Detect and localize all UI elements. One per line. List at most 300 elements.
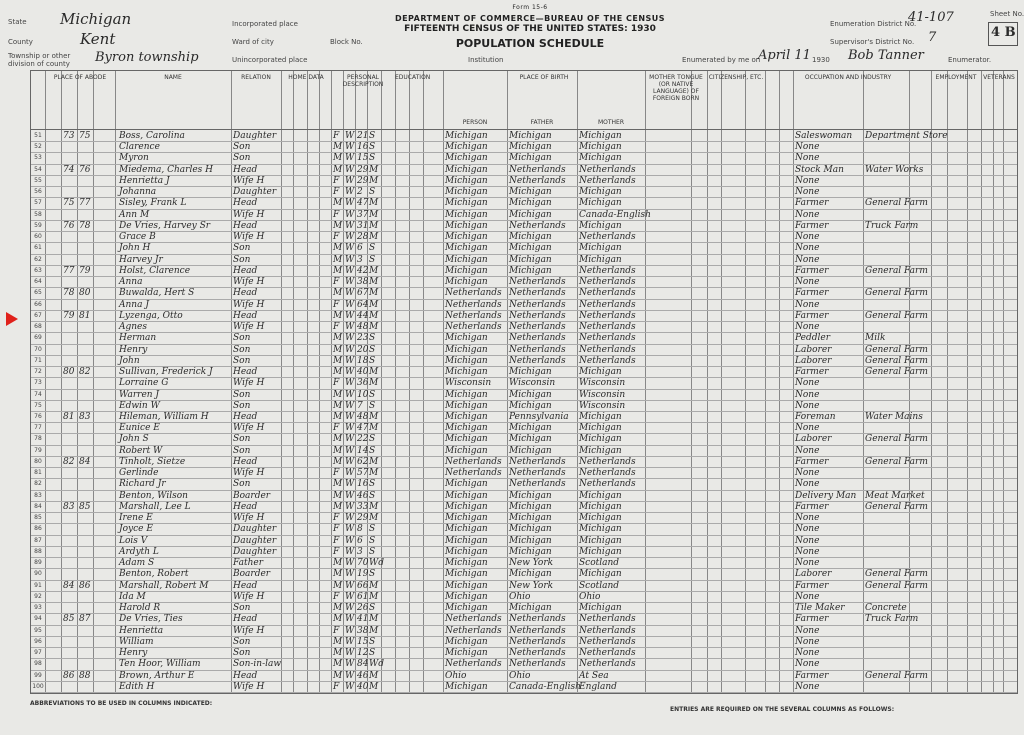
district-label: Enumeration District No.	[830, 20, 917, 28]
occupation: Laborer	[795, 344, 832, 355]
occupation: None	[795, 468, 820, 479]
marital-status: M	[369, 513, 379, 524]
relation: Wife H	[233, 468, 265, 479]
occupation: None	[795, 423, 820, 434]
birthplace-father: Michigan	[509, 434, 552, 445]
sex: M	[333, 569, 343, 580]
ward-label: Ward of city	[232, 38, 274, 46]
sex: F	[333, 681, 340, 692]
age: 6	[357, 243, 363, 254]
county-label: County	[8, 38, 33, 46]
race: W	[345, 142, 355, 153]
row-number: 83	[34, 491, 42, 499]
marital-status: S	[369, 603, 376, 614]
occupation: None	[795, 232, 820, 243]
race: W	[345, 277, 355, 288]
birthplace-person: Michigan	[445, 490, 488, 501]
marital-status: S	[369, 333, 376, 344]
birthplace-mother: Netherlands	[579, 277, 636, 288]
birthplace-father: Netherlands	[509, 479, 566, 490]
enumerated-label: Enumerated by me on	[682, 56, 761, 64]
industry: General Farm	[865, 501, 928, 512]
sex: M	[333, 220, 343, 231]
race: W	[345, 288, 355, 299]
birthplace-subheader: PERSON	[462, 119, 488, 126]
relation: Wife H	[233, 277, 265, 288]
birthplace-father: Michigan	[509, 209, 552, 220]
birthplace-person: Michigan	[445, 187, 488, 198]
sex: M	[333, 367, 343, 378]
birthplace-person: Michigan	[445, 501, 488, 512]
race: W	[345, 299, 355, 310]
birthplace-father: Michigan	[509, 131, 552, 141]
person-name: Sullivan, Frederick J	[119, 367, 213, 378]
person-name: Grace B	[119, 232, 156, 243]
birthplace-mother: Netherlands	[579, 625, 636, 636]
relation: Wife H	[233, 513, 265, 524]
age: 19	[357, 569, 369, 580]
relation: Wife H	[233, 378, 265, 389]
birthplace-father: Michigan	[509, 265, 552, 276]
birthplace-father: Michigan	[509, 232, 552, 243]
dwelling-number: 74	[63, 164, 75, 175]
marital-status: M	[369, 232, 379, 243]
family-number: 82	[79, 367, 91, 378]
occupation: Farmer	[795, 580, 829, 591]
row-number: 97	[34, 649, 42, 657]
sex: M	[333, 243, 343, 254]
sex: M	[333, 265, 343, 276]
person-name: Holst, Clarence	[119, 265, 191, 276]
age: 10	[357, 389, 369, 400]
marital-status: M	[369, 412, 379, 422]
schedule-title: POPULATION SCHEDULE	[455, 37, 605, 50]
occupation: None	[795, 277, 820, 288]
age: 3	[357, 254, 363, 265]
birthplace-person: Netherlands	[445, 614, 502, 625]
birthplace-mother: Michigan	[579, 535, 622, 546]
birthplace-person: Michigan	[445, 243, 488, 254]
age: 47	[357, 198, 369, 209]
marital-status: M	[369, 423, 379, 434]
occupation: Farmer	[795, 310, 829, 321]
dwelling-number: 86	[63, 670, 75, 681]
race: W	[345, 265, 355, 276]
person-name: Herman	[119, 333, 157, 344]
sex: M	[333, 558, 343, 569]
birthplace-mother: Michigan	[579, 434, 622, 445]
birthplace-subheader: MOTHER	[597, 119, 625, 126]
relation: Son	[233, 344, 251, 355]
occupation: Saleswoman	[795, 131, 853, 141]
birthplace-person: Michigan	[445, 367, 488, 378]
industry: General Farm	[865, 580, 928, 591]
person-name: Warren J	[119, 389, 160, 400]
family-number: 75	[79, 131, 91, 141]
age: 7	[357, 400, 363, 411]
sex: M	[333, 445, 343, 456]
column-header: CITIZENSHIP, ETC.	[708, 74, 764, 81]
occupation: None	[795, 175, 820, 186]
marital-status: M	[369, 670, 379, 681]
age: 29	[357, 164, 369, 175]
relation: Head	[233, 501, 258, 512]
birthplace-father: New York	[509, 580, 554, 591]
birthplace-father: Michigan	[509, 423, 552, 434]
race: W	[345, 546, 355, 557]
birthplace-mother: Michigan	[579, 187, 622, 198]
marital-status: S	[369, 490, 376, 501]
relation: Head	[233, 412, 258, 422]
footer	[30, 696, 1016, 732]
abbrev-title: ABBREVIATIONS TO BE USED IN COLUMNS INDICATED:	[30, 700, 213, 707]
family-number: 87	[79, 614, 91, 625]
row-number: 93	[34, 604, 42, 612]
row-number: 82	[34, 480, 42, 488]
district-value: 41-107	[908, 10, 954, 25]
birthplace-father: Netherlands	[509, 164, 566, 175]
sex: F	[333, 535, 340, 546]
birthplace-mother: Netherlands	[579, 175, 636, 186]
race: W	[345, 580, 355, 591]
race: W	[345, 614, 355, 625]
row-number: 96	[34, 637, 42, 645]
person-name: Harold R	[119, 603, 161, 614]
birthplace-person: Michigan	[445, 681, 488, 692]
relation: Head	[233, 198, 258, 209]
occupation: None	[795, 378, 820, 389]
relation: Head	[233, 367, 258, 378]
person-name: Henrietta	[119, 625, 164, 636]
person-name: Anna J	[119, 299, 149, 310]
age: 33	[357, 501, 369, 512]
marital-status: M	[369, 265, 379, 276]
occupation: Farmer	[795, 288, 829, 299]
sex: F	[333, 625, 340, 636]
birthplace-father: Netherlands	[509, 322, 566, 333]
age: 37	[357, 209, 369, 220]
dwelling-number: 82	[63, 456, 75, 467]
person-name: Ida M	[119, 591, 146, 602]
row-number: 60	[34, 233, 42, 241]
birthplace-father: Pennsylvania	[509, 412, 569, 422]
relation: Wife H	[233, 232, 265, 243]
birthplace-mother: Netherlands	[579, 265, 636, 276]
highlight-arrow-icon	[6, 312, 18, 326]
person-name: Ten Hoor, William	[119, 659, 201, 670]
column-header: EDUCATION	[395, 74, 431, 81]
birthplace-person: Michigan	[445, 412, 488, 422]
row-number: 88	[34, 547, 42, 555]
department-title: DEPARTMENT OF COMMERCE—BUREAU OF THE CENSUS	[394, 14, 666, 23]
marital-status: M	[369, 164, 379, 175]
occupation: Farmer	[795, 614, 829, 625]
person-name: Tinholt, Sietze	[119, 456, 186, 467]
relation: Head	[233, 265, 258, 276]
age: 12	[357, 648, 369, 659]
birthplace-person: Michigan	[445, 591, 488, 602]
person-name: Henry	[119, 344, 148, 355]
birthplace-person: Michigan	[445, 445, 488, 456]
race: W	[345, 243, 355, 254]
person-name: Agnes	[119, 322, 148, 333]
birthplace-father: Michigan	[509, 535, 552, 546]
person-name: Marshall, Lee L	[119, 501, 191, 512]
birthplace-person: Michigan	[445, 355, 488, 366]
unincorporated-label: Unincorporated place	[232, 56, 308, 64]
row-number: 57	[34, 199, 42, 207]
occupation: Farmer	[795, 670, 829, 681]
incorporated-label: Incorporated place	[232, 20, 298, 28]
person-name: Irene E	[119, 513, 153, 524]
occupation: Farmer	[795, 501, 829, 512]
birthplace-person: Michigan	[445, 636, 488, 647]
sex: M	[333, 288, 343, 299]
age: 29	[357, 513, 369, 524]
row-number: 64	[34, 278, 42, 286]
industry: General Farm	[865, 367, 928, 378]
birthplace-mother: Michigan	[579, 513, 622, 524]
relation: Son	[233, 434, 251, 445]
relation: Head	[233, 670, 258, 681]
birthplace-father: Netherlands	[509, 625, 566, 636]
age: 61	[357, 591, 369, 602]
sheet-box	[988, 22, 1018, 46]
birthplace-father: Michigan	[509, 400, 552, 411]
marital-status: M	[369, 378, 379, 389]
birthplace-father: Netherlands	[509, 175, 566, 186]
row-number: 61	[34, 244, 42, 252]
birthplace-mother: Netherlands	[579, 648, 636, 659]
birthplace-father: Michigan	[509, 490, 552, 501]
birthplace-person: Michigan	[445, 131, 488, 141]
person-name: John	[119, 355, 140, 366]
birthplace-mother: Netherlands	[579, 344, 636, 355]
institution-label: Institution	[468, 56, 504, 64]
sex: M	[333, 580, 343, 591]
supervisor-label: Supervisor's District No.	[830, 38, 915, 46]
occupation: None	[795, 389, 820, 400]
relation: Boarder	[233, 569, 271, 580]
form-number: Form 15-6	[512, 4, 548, 11]
relation: Son	[233, 636, 251, 647]
age: 6	[357, 535, 363, 546]
row-number: 59	[34, 221, 42, 229]
occupation: None	[795, 153, 820, 164]
birthplace-person: Michigan	[445, 232, 488, 243]
birthplace-person: Michigan	[445, 558, 488, 569]
industry: Truck Farm	[865, 220, 919, 231]
race: W	[345, 344, 355, 355]
sex: M	[333, 310, 343, 321]
person-name: Benton, Wilson	[119, 490, 188, 501]
sex: F	[333, 546, 340, 557]
relation: Son	[233, 153, 251, 164]
person-name: William	[119, 636, 154, 647]
county-value: Kent	[80, 30, 116, 48]
sex: M	[333, 198, 343, 209]
person-name: Robert W	[119, 445, 163, 456]
birthplace-person: Michigan	[445, 220, 488, 231]
relation: Daughter	[233, 546, 277, 557]
race: W	[345, 254, 355, 265]
row-number: 62	[34, 255, 42, 263]
relation: Head	[233, 456, 258, 467]
person-name: John S	[119, 434, 149, 445]
relation: Daughter	[233, 524, 277, 535]
birthplace-person: Michigan	[445, 434, 488, 445]
age: 22	[357, 434, 369, 445]
person-name: Harvey Jr	[119, 254, 163, 265]
marital-status: S	[369, 142, 376, 153]
family-number: 83	[79, 412, 91, 422]
birthplace-father: Michigan	[509, 445, 552, 456]
race: W	[345, 434, 355, 445]
row-number: 94	[34, 615, 42, 623]
person-name: Lois V	[119, 535, 148, 546]
row-number: 66	[34, 300, 42, 308]
supervisor-value: 7	[928, 30, 937, 45]
sex: M	[333, 400, 343, 411]
birthplace-person: Michigan	[445, 198, 488, 209]
sex: F	[333, 322, 340, 333]
occupation: None	[795, 187, 820, 198]
birthplace-father: Netherlands	[509, 355, 566, 366]
birthplace-mother: Michigan	[579, 445, 622, 456]
row-number: 87	[34, 536, 42, 544]
sheet-label: Sheet No.	[990, 10, 1024, 18]
relation: Son	[233, 355, 251, 366]
birthplace-mother: Netherlands	[579, 288, 636, 299]
age: 62	[357, 456, 369, 467]
marital-status: M	[369, 580, 379, 591]
marital-status: M	[369, 209, 379, 220]
birthplace-person: Michigan	[445, 389, 488, 400]
sex: M	[333, 333, 343, 344]
row-number: 70	[34, 345, 42, 353]
marital-status: M	[369, 456, 379, 467]
row-number: 53	[34, 154, 42, 162]
occupation: None	[795, 524, 820, 535]
occupation: Laborer	[795, 355, 832, 366]
marital-status: S	[369, 479, 376, 490]
occupation: Farmer	[795, 456, 829, 467]
marital-status: S	[369, 131, 376, 141]
relation: Head	[233, 164, 258, 175]
race: W	[345, 558, 355, 569]
industry: General Farm	[865, 670, 928, 681]
relation: Wife H	[233, 591, 265, 602]
sex: F	[333, 131, 340, 141]
birthplace-person: Michigan	[445, 524, 488, 535]
race: W	[345, 659, 355, 670]
marital-status: M	[369, 310, 379, 321]
relation: Wife H	[233, 322, 265, 333]
industry: General Farm	[865, 456, 928, 467]
birthplace-person: Michigan	[445, 479, 488, 490]
family-number: 79	[79, 265, 91, 276]
occupation: None	[795, 243, 820, 254]
person-name: Boss, Carolina	[119, 131, 185, 141]
sex: M	[333, 614, 343, 625]
sex: M	[333, 456, 343, 467]
occupation: None	[795, 591, 820, 602]
marital-status: M	[369, 299, 379, 310]
sex: M	[333, 479, 343, 490]
sheet-value: 4 B	[991, 25, 1016, 40]
family-number: 81	[79, 310, 91, 321]
row-number: 67	[34, 311, 42, 319]
row-number: 75	[34, 401, 42, 409]
birthplace-father: Canada-English	[509, 681, 581, 692]
birthplace-mother: Michigan	[579, 198, 622, 209]
person-name: Edith H	[119, 681, 155, 692]
age: 26	[357, 603, 369, 614]
relation: Son	[233, 333, 251, 344]
birthplace-father: Netherlands	[509, 288, 566, 299]
relation: Son	[233, 254, 251, 265]
row-number: 85	[34, 514, 42, 522]
marital-status: Wd	[369, 558, 385, 569]
birthplace-father: Netherlands	[509, 456, 566, 467]
birthplace-mother: Michigan	[579, 423, 622, 434]
family-number: 80	[79, 288, 91, 299]
marital-status: S	[369, 445, 376, 456]
sex: F	[333, 468, 340, 479]
marital-status: S	[369, 355, 376, 366]
birthplace-father: Michigan	[509, 243, 552, 254]
row-number: 77	[34, 424, 42, 432]
race: W	[345, 131, 355, 141]
occupation: None	[795, 546, 820, 557]
age: 2	[357, 187, 363, 198]
relation: Son	[233, 389, 251, 400]
birthplace-father: Ohio	[509, 670, 531, 681]
relation: Wife H	[233, 175, 265, 186]
dwelling-number: 76	[63, 220, 75, 231]
sex: M	[333, 153, 343, 164]
age: 40	[357, 367, 369, 378]
person-name: De Vries, Harvey Sr	[119, 220, 211, 231]
race: W	[345, 333, 355, 344]
race: W	[345, 423, 355, 434]
relation: Wife H	[233, 299, 265, 310]
relation: Wife H	[233, 681, 265, 692]
age: 16	[357, 142, 369, 153]
birthplace-person: Netherlands	[445, 288, 502, 299]
person-name: Benton, Robert	[119, 569, 189, 580]
birthplace-mother: Michigan	[579, 131, 622, 141]
occupation: None	[795, 254, 820, 265]
race: W	[345, 445, 355, 456]
sex: M	[333, 412, 343, 422]
birthplace-father: Netherlands	[509, 659, 566, 670]
birthplace-mother: Scotland	[579, 580, 620, 591]
person-name: Anna	[119, 277, 143, 288]
sex: F	[333, 277, 340, 288]
race: W	[345, 378, 355, 389]
birthplace-mother: Michigan	[579, 412, 622, 422]
age: 48	[357, 412, 369, 422]
relation: Son	[233, 400, 251, 411]
occupation: None	[795, 558, 820, 569]
person-name: Lyzenga, Otto	[119, 310, 183, 321]
row-number: 91	[34, 581, 42, 589]
marital-status: S	[369, 344, 376, 355]
relation: Son	[233, 648, 251, 659]
age: 14	[357, 445, 369, 456]
marital-status: M	[369, 277, 379, 288]
